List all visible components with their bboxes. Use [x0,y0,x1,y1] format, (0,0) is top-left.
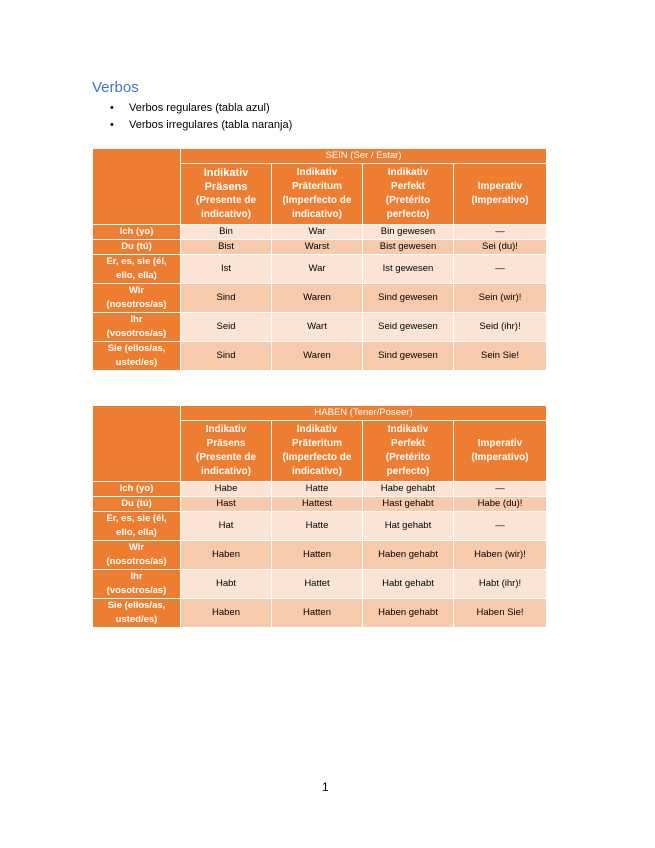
table-cell: Wart [272,313,363,342]
table-cell: Habe gehabt [363,482,454,497]
bullet-item [110,100,292,117]
table-row [93,342,547,371]
table-title: HABEN (Tener/Poseer) [181,406,547,421]
column-header-prateritum: Indikativ Präteritum (Imperfecto de indicativo) [272,421,363,482]
column-header-imperativ: Imperativ (Imperativo) [454,421,547,482]
haben-conjugation-table [92,405,547,628]
table-cell: — [454,255,547,284]
pronoun-cell: Ihr (vosotros/as) [93,313,181,342]
table-cell: Haben (wir)! [454,541,547,570]
table-cell: Ist [181,255,272,284]
table-cell: Haben gehabt [363,599,454,628]
table-cell: Haben gehabt [363,541,454,570]
table-cell: Sei (du)! [454,240,547,255]
table-cell: Waren [272,284,363,313]
table-cell: Hast gehabt [363,497,454,512]
table-row [93,313,547,342]
column-header-imperativ: Imperativ (Imperativo) [454,164,547,225]
table-cell: Bin gewesen [363,225,454,240]
table-cell: Seid (ihr)! [454,313,547,342]
table-cell: Sind gewesen [363,342,454,371]
table-row [93,570,547,599]
table-cell: Bin [181,225,272,240]
table-cell: Hattest [272,497,363,512]
table-row [93,512,547,541]
bullet-item [110,117,292,134]
pronoun-cell: Ihr (vosotros/as) [93,570,181,599]
table-cell: Haben [181,541,272,570]
table-cell: Ist gewesen [363,255,454,284]
column-header-perfekt: Indikativ Perfekt (Pretérito perfecto) [363,421,454,482]
pronoun-cell: Sie (ellos/as, usted/es) [93,599,181,628]
table-cell: Habt (ihr)! [454,570,547,599]
pronoun-cell: Ich (yo) [93,225,181,240]
table-cell: Hatten [272,541,363,570]
pronoun-cell: Sie (ellos/as, usted/es) [93,342,181,371]
bullet-text: Verbos regulares (tabla azul) [129,102,270,114]
bullet-list [110,100,292,134]
table-corner-cell [93,149,181,225]
table-cell: Bist gewesen [363,240,454,255]
bullet-icon: • [110,102,114,114]
table-cell: Habt gehabt [363,570,454,599]
table-title-row [93,406,547,421]
table-cell: Hattet [272,570,363,599]
table-cell: Haben Sie! [454,599,547,628]
table-corner-cell [93,406,181,482]
table-cell: Seid [181,313,272,342]
column-header-prateritum: Indikativ Präteritum (Imperfecto de indicativo) [272,164,363,225]
table-row [93,497,547,512]
column-header-perfekt: Indikativ Perfekt (Pretérito perfecto) [363,164,454,225]
pronoun-cell: Er, es, sie (él, ello, ella) [93,512,181,541]
table-cell: Bist [181,240,272,255]
pronoun-cell: Er, es, sie (él, ello, ella) [93,255,181,284]
table-cell: Waren [272,342,363,371]
pronoun-cell: Wir (nosotros/as) [93,541,181,570]
pronoun-cell: Du (tú) [93,240,181,255]
table-cell: — [454,482,547,497]
table-cell: War [272,225,363,240]
pronoun-cell: Ich (yo) [93,482,181,497]
table-cell: Hatte [272,482,363,497]
table-title-row [93,149,547,164]
table-cell: — [454,512,547,541]
table-title: SEIN (Ser / Estar) [181,149,547,164]
column-header-presens: Indikativ Präsens (Presente de indicativo) [181,421,272,482]
table-cell: Habt [181,570,272,599]
table-row [93,599,547,628]
table-cell: Hast [181,497,272,512]
table-row [93,255,547,284]
table-cell: Habe [181,482,272,497]
table-cell: Sein (wir)! [454,284,547,313]
bullet-text: Verbos irregulares (tabla naranja) [129,119,293,131]
table-row [93,541,547,570]
table-cell: Hatten [272,599,363,628]
table-cell: Haben [181,599,272,628]
table-cell: War [272,255,363,284]
table-cell: Warst [272,240,363,255]
table-row [93,225,547,240]
column-header-presens: Indikativ Präsens (Presente de indicativo) [181,164,272,225]
table-row [93,482,547,497]
table-cell: — [454,225,547,240]
sein-conjugation-table [92,148,547,371]
table-row [93,240,547,255]
table-cell: Sind gewesen [363,284,454,313]
bullet-icon: • [110,119,114,131]
pronoun-cell: Wir (nosotros/as) [93,284,181,313]
table-cell: Sind [181,284,272,313]
table-cell: Hat gehabt [363,512,454,541]
table-cell: Sein Sie! [454,342,547,371]
table-row [93,284,547,313]
table-cell: Habe (du)! [454,497,547,512]
table-cell: Hat [181,512,272,541]
table-cell: Seid gewesen [363,313,454,342]
pronoun-cell: Du (tú) [93,497,181,512]
page-number: 1 [322,780,329,794]
table-cell: Sind [181,342,272,371]
table-cell: Hatte [272,512,363,541]
section-heading: Verbos [92,79,139,96]
